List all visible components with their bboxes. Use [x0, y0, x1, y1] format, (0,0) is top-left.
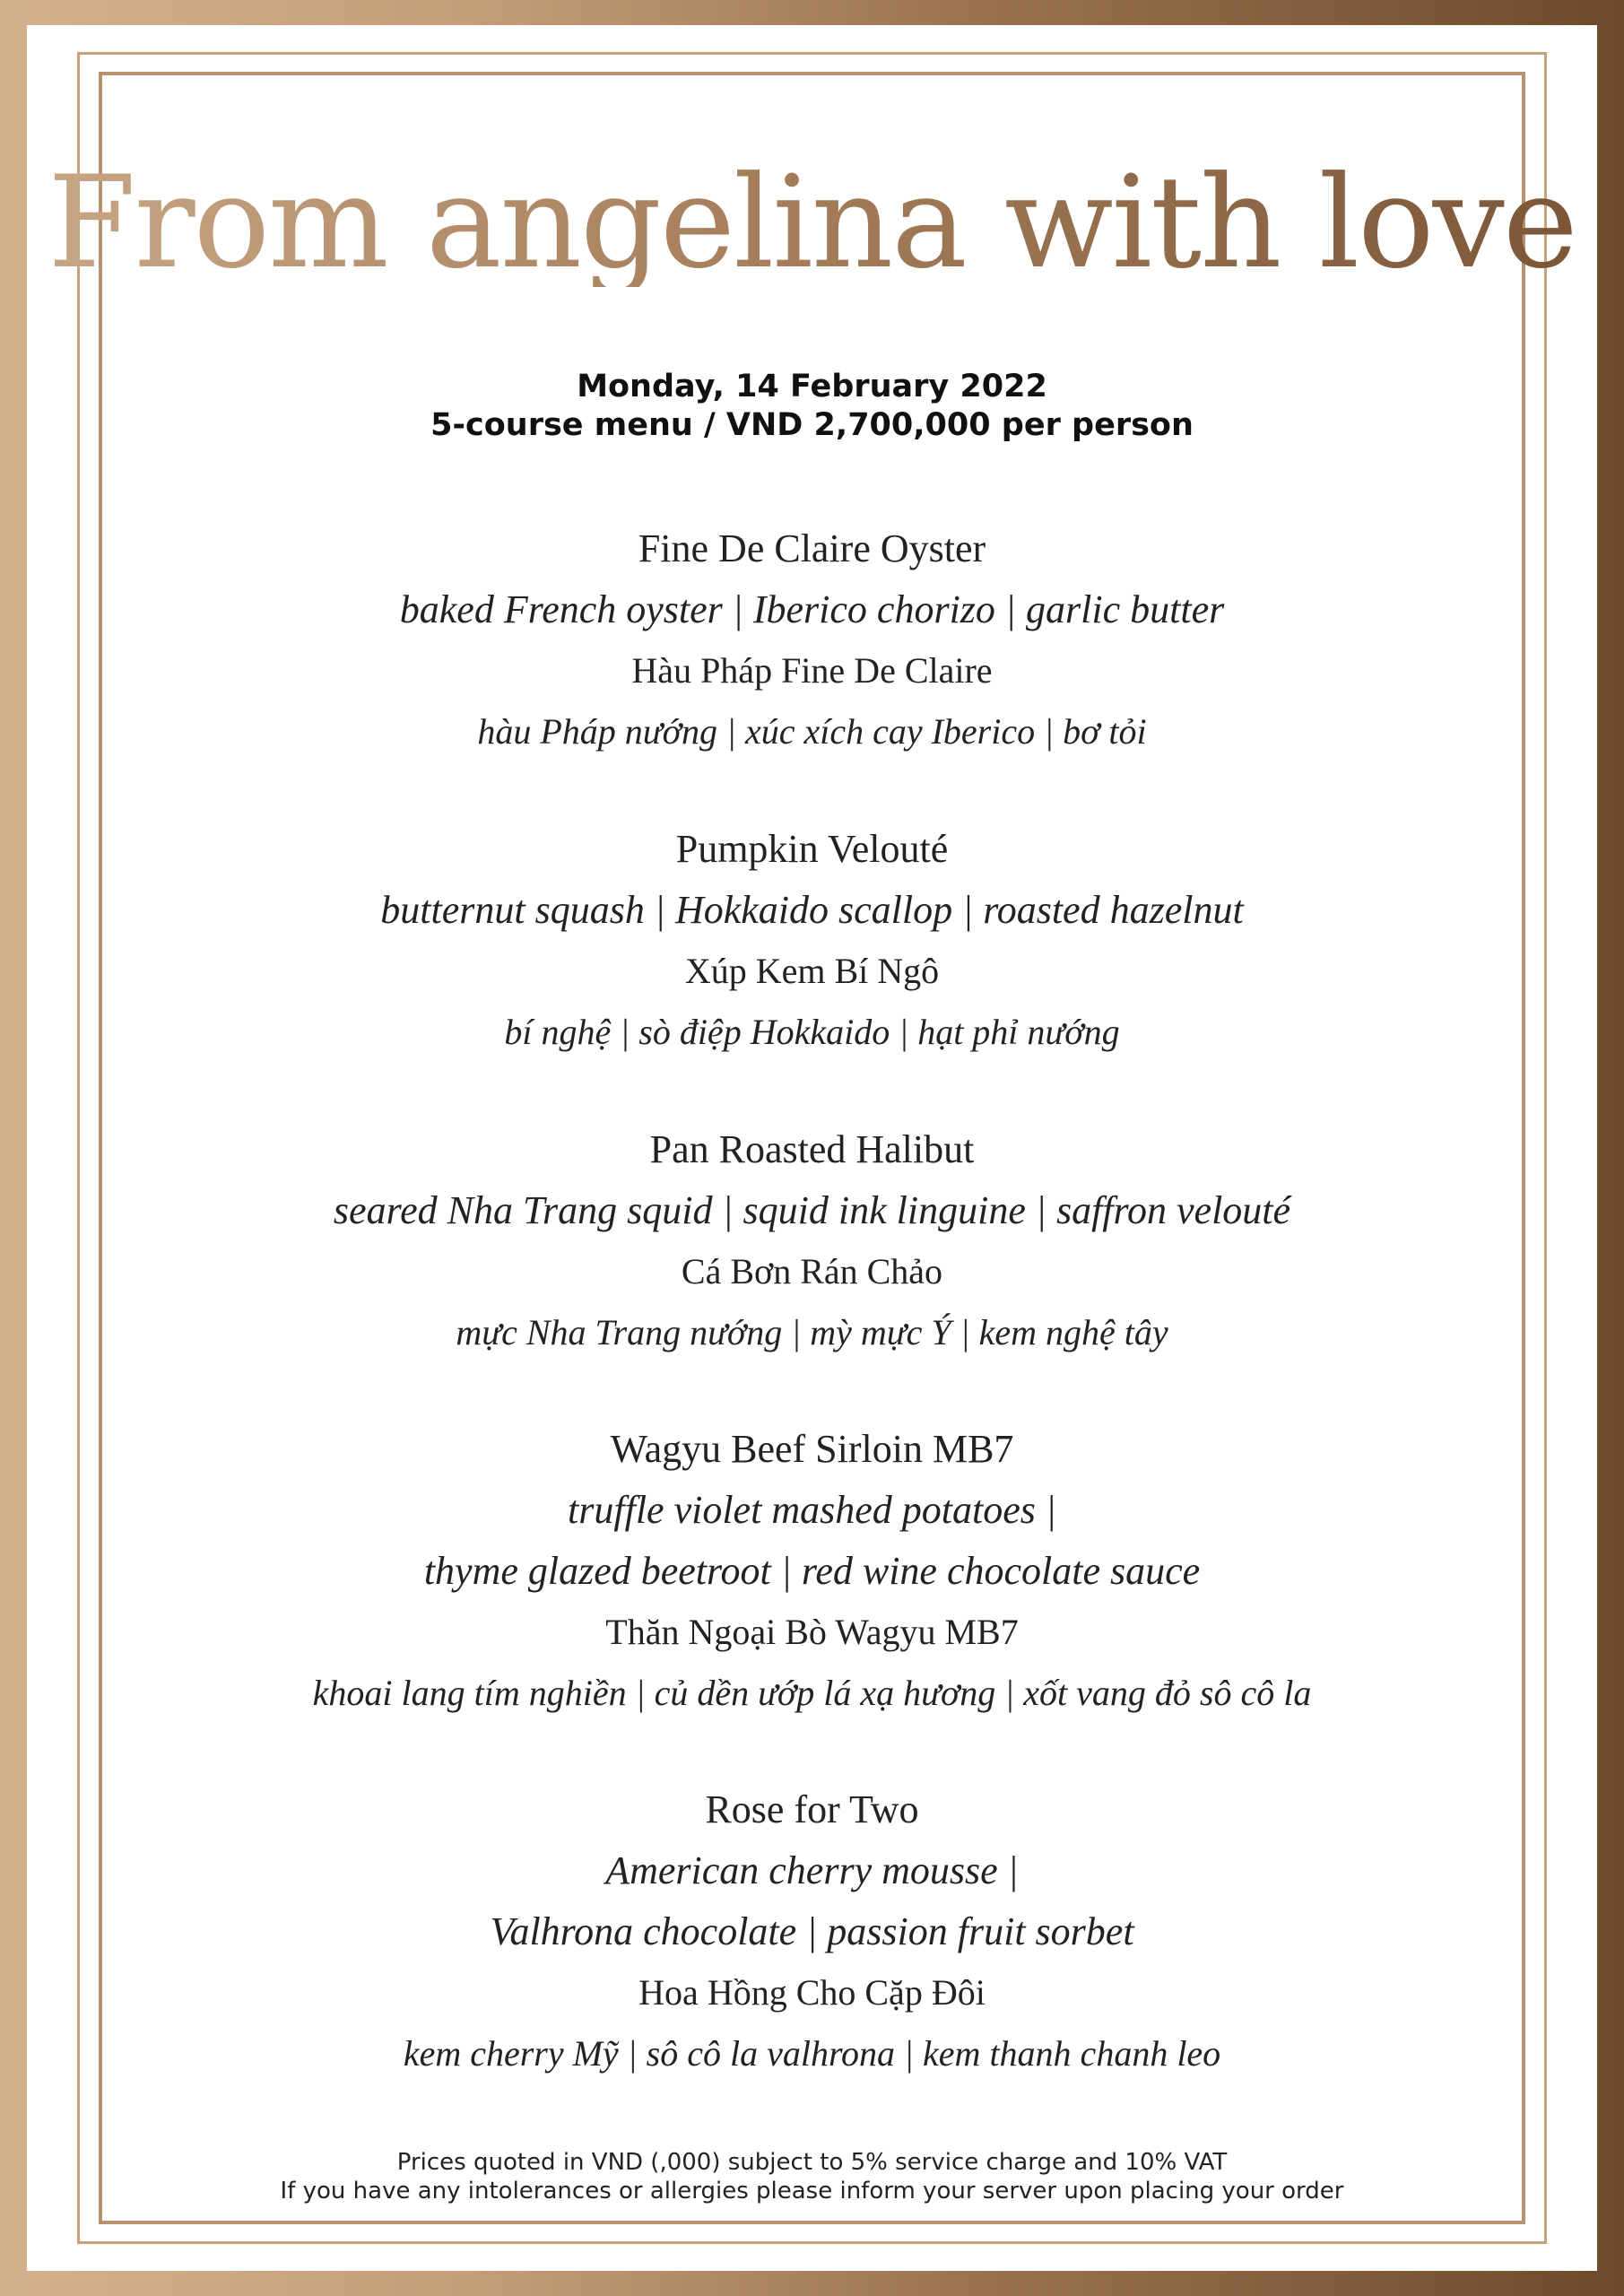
menu-price-line: 5-course menu / VND 2,700,000 per person [430, 407, 1194, 443]
course-desc-vn: khoai lang tím nghiền | củ dền ướp lá xạ hương | xốt vang đỏ sô cô la [312, 1673, 1312, 1713]
footer-pricing-note: Prices quoted in VND (,000) subject to 5% service charge and 10% VAT [396, 2149, 1228, 2176]
course-rose [27, 1779, 1597, 2084]
course-name-vn: Xúp Kem Bí Ngô [684, 951, 940, 991]
course-desc-vn: hàu Pháp nướng | xúc xích cay Iberico | bơ tỏi [477, 711, 1147, 752]
menu-sheet [27, 25, 1597, 2271]
course-desc-en-cont: Valhrona chocolate | passion fruit sorbet [490, 1909, 1134, 1953]
course-pumpkin [27, 819, 1597, 1063]
course-desc-vn: mực Nha Trang nướng | mỳ mực Ý | kem nghệ tây [456, 1312, 1168, 1352]
menu-title: From angelina with love [27, 160, 1597, 287]
course-name-en: Pan Roasted Halibut [649, 1127, 975, 1171]
course-name-vn: Cá Bơn Rán Chảo [681, 1251, 943, 1292]
course-wagyu [27, 1419, 1597, 1724]
menu-content [27, 25, 1597, 2271]
course-desc-vn: kem cherry Mỹ | sô cô la valhrona | kem thanh chanh leo [403, 2033, 1221, 2074]
course-name-en: Pumpkin Velouté [675, 827, 949, 871]
course-desc-vn: bí nghệ | sò điệp Hokkaido | hạt phỉ nướng [504, 1012, 1120, 1052]
course-oyster [27, 518, 1597, 762]
course-name-vn: Hoa Hồng Cho Cặp Đôi [638, 1972, 986, 2013]
course-name-vn: Thăn Ngoại Bò Wagyu MB7 [605, 1612, 1019, 1652]
course-desc-en-cont: thyme glazed beetroot | red wine chocolate sauce [423, 1549, 1201, 1593]
course-name-en: Rose for Two [705, 1787, 919, 1831]
footer-allergy-note: If you have any intolerances or allergies please inform your server upon placing your order [280, 2178, 1344, 2205]
course-desc-en: butternut squash | Hokkaido scallop | roasted hazelnut [380, 888, 1244, 932]
course-halibut [27, 1119, 1597, 1363]
course-name-vn: Hàu Pháp Fine De Claire [631, 650, 993, 691]
course-desc-en: American cherry mousse | [605, 1848, 1019, 1892]
course-desc-en: truffle violet mashed potatoes | [568, 1488, 1056, 1532]
course-desc-en: seared Nha Trang squid | squid ink linguine | saffron velouté [333, 1188, 1291, 1232]
course-name-en: Wagyu Beef Sirloin MB7 [610, 1427, 1014, 1471]
course-desc-en: baked French oyster | Iberico chorizo | garlic butter [399, 587, 1225, 631]
course-name-en: Fine De Claire Oyster [638, 526, 986, 570]
menu-date: Monday, 14 February 2022 [577, 369, 1047, 404]
